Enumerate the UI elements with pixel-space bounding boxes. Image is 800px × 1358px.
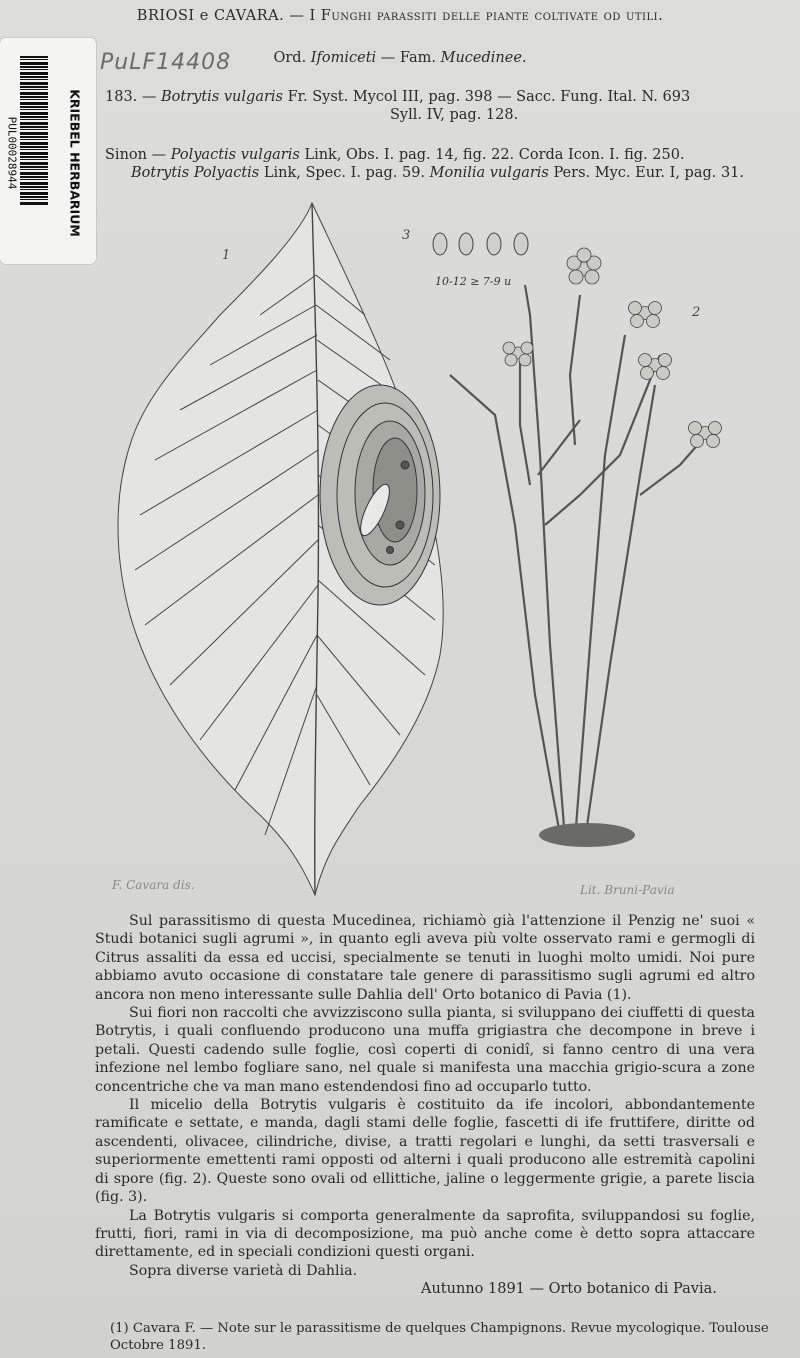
lithographer-signature: Lit. Bruni-Pavia [580, 883, 675, 897]
synonym-3: Monilia vulgaris [429, 165, 549, 181]
herbarium-label [0, 38, 96, 264]
order-prefix: Ord. [273, 50, 307, 66]
paragraph-2: Sui fiori non raccolti che avvizziscono sulla pianta, si sviluppano dei ciuffetti di questa Botrytis, i quali confluendo producono una muffa grigiastra che decompone in breve i petali. Questi cadendo sulle foglie, così coperti di conidî, si fanno centro di una vera infezione nel lembo fogliare sano, nel quale si manifesta una macchia grigio-scura a zone concentriche che va man mano estendendosi fino ad occuparlo tutto. [95, 1005, 755, 1095]
barcode-number: PUL00028944 [5, 116, 19, 190]
spores-drawing [433, 233, 528, 255]
synonym-1-ref: Link, Obs. I. pag. 14, fig. 22. Corda Icon. I. fig. 250. [304, 147, 685, 163]
handwritten-accession: PuLF14408 [100, 50, 232, 75]
species-name: Botrytis vulgaris [161, 89, 283, 105]
synonym-2-ref: Link, Spec. I. pag. 59. [263, 165, 426, 181]
spore-size-label: 10-12 ≥ 7-9 u [435, 275, 512, 288]
paragraph-4: La Botrytis vulgaris si comporta generalmente da saprofita, sviluppandosi su foglie, frutti, fiori, rami in via di decomposizione, ma può anche come è detto sopra attaccare direttamente, ed in speciali condizioni questi organi. [95, 1207, 755, 1261]
entry-number: 183. — [105, 89, 157, 105]
synonyms-prefix: Sinon — [105, 147, 167, 163]
paragraph-3: Il micelio della Botrytis vulgaris è costituito da ife incolori, abbondantemente ramificate e settate, e manda, dagli stami delle foglie, fascetti di ife fruttifere, diritte od ascendenti, olivacee, cilindriche, divise, a tratti regolari e lunghi, da setti trasversali e superiormente emettenti rami opposti od alterni i quali producono alle estremità capolini di spore (fig. 2). Queste sono ovali od ellittiche, jaline o leggermente grigie, a parete liscia (fig. 3). [95, 1097, 755, 1206]
substrate-patch [539, 823, 635, 847]
footnote: (1) Cavara F. — Note sur le parassitisme de quelques Champignons. Revue mycologique. Toulouse Octobre 1891. [110, 1321, 769, 1353]
figure-number-1: 1 [222, 248, 231, 263]
entry-line [105, 89, 690, 105]
lesion [320, 385, 440, 605]
botanical-plate [100, 195, 750, 905]
synonyms-line-2 [131, 165, 744, 181]
entry-citation-continued: Syll. IV, pag. 128. [390, 107, 519, 123]
conidiophores-drawing [450, 285, 715, 840]
synonym-2: Botrytis Polyactis [131, 165, 260, 181]
barcode [20, 56, 48, 206]
herbarium-name: KRIEBEL HERBARIUM [67, 89, 83, 237]
description-text [95, 912, 755, 1280]
order-name: Ifomiceti [310, 50, 377, 66]
header-authors: BRIOSI e CAVARA. [136, 8, 285, 24]
leaf-drawing [118, 203, 443, 895]
artist-signature: F. Cavara dis. [112, 878, 195, 892]
paragraph-5: Sopra diverse varietà di Dahlia. [129, 1262, 358, 1279]
paragraph-1: Sul parassitismo di questa Mucedinea, richiamò già l'attenzione il Penzig ne' suoi « Studi botanici sugli agrumi », in quanto egli aveva più volte osservato rami e germogli di Citrus assaliti da essa ed uccisi, specialmente se tenuti in luoghi molto umidi. Noi pure abbiamo avuto occasione di constatare tale genere di parassitismo sugli agrumi ed altro ancora non meno interessante sulle Dahlia dell' Orto botanico di Pavia (1). [95, 913, 755, 1003]
header-dash: — [289, 8, 305, 24]
figure-number-3: 3 [402, 228, 411, 243]
figure-number-2: 2 [692, 305, 701, 320]
synonyms-line-1 [105, 147, 685, 163]
header-title: I Funghi parassiti delle piante coltivate od utili. [309, 8, 664, 24]
synonym-3-ref: Pers. Myc. Eur. I, pag. 31. [553, 165, 745, 181]
entry-citation: Fr. Syst. Mycol III, pag. 398 — Sacc. Fung. Ital. N. 693 [287, 89, 691, 105]
locality-date: Autunno 1891 — Orto botanico di Pavia. [421, 1281, 717, 1297]
family-prefix: — Fam. [380, 50, 436, 66]
page-header [0, 8, 800, 24]
family-name: Mucedinee. [440, 50, 527, 66]
synonym-1: Polyactis vulgaris [170, 147, 300, 163]
